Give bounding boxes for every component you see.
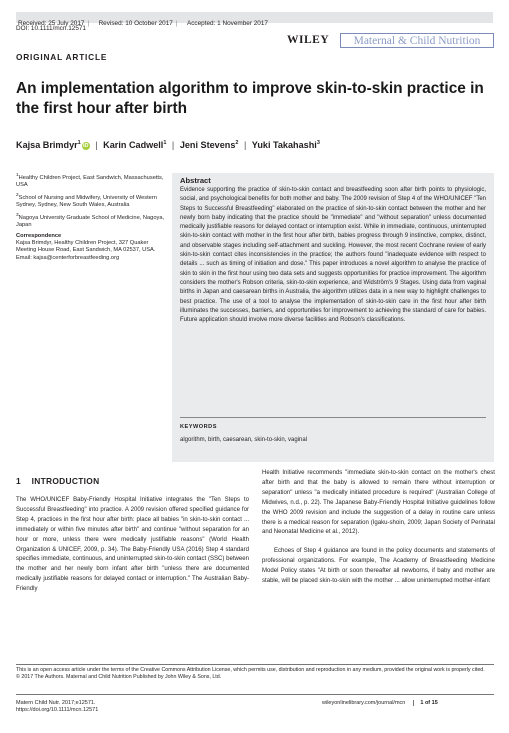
- author-name[interactable]: Kajsa Brimdyr: [16, 140, 78, 151]
- doi[interactable]: DOI: 10.1111/mcn.12571: [16, 25, 86, 32]
- author-name[interactable]: Karin Cadwell: [103, 140, 164, 151]
- abstract-text: Evidence supporting the practice of skin-to-skin contact and breastfeeding soon after birth points to physiologic, social, and psychological benefits for both mother and baby. The 2009 revision of Step 4 of the WHO/UNICEF "Ten Steps to Successful Breastfeeding" elaborated on the practice of skin-to-skin contact between the mother and her newly born baby indicating that the practice should be "immediate" and "without separation" unless documented medically justifiable reasons for delayed contact or interruption exist. While in immediate, continuous, uninterrupted skin-to-skin contact with mother in the first hour after birth, babies progress through 9 instinctive, complex, distinct, and observable stages including self-attachment and suckling. However, the most recent Cochrane review of early skin-to-skin contact cites inconsistencies in the practice; the authors found "inadequate evidence with respect to details ... such as timing of initiation and dose." This paper introduces a novel algorithm to analyse the practice of skin to skin in the first hour using two data sets and suggests opportunities for practice improvement. The algorithm considers the mother's Robson criteria, skin-to-skin experience, and Widström's 9 Stages. Using data from vaginal births in Japan and caesarean births in Australia, the algorithm utilizes data in a new way to highlight challenges to best practice. The use of a tool to analyse the implementation of skin-to-skin care in the first hour after birth illuminates the successes, barriers, and opportunities for improvement to achieving the standard of care for babies. Future application should involve more diverse facilities and Robson's classifications.: [180, 187, 486, 324]
- copyright-text: © 2017 The Authors. Maternal and Child Nutrition Published by John Wiley & Sons, Ltd.: [16, 674, 222, 681]
- body-column-left: [16, 496, 249, 595]
- correspondence-email[interactable]: Email: kajsa@centerforbreastfeeding.org: [16, 254, 120, 261]
- received-date: Received: 25 July 2017: [18, 20, 85, 27]
- author-affiliation: 1: [163, 140, 167, 146]
- abstract-heading: Abstract: [180, 176, 211, 185]
- publisher-logo: WILEY: [287, 34, 330, 46]
- article-type: ORIGINAL ARTICLE: [16, 52, 108, 62]
- journal-name: Maternal & Child Nutrition: [340, 33, 494, 48]
- doi-link[interactable]: https://doi.org/10.1111/mcn.12571: [16, 707, 99, 714]
- footer-divider: [16, 694, 494, 695]
- accepted-date: Accepted: 1 November 2017: [186, 20, 268, 27]
- author-name[interactable]: Jeni Stevens: [179, 140, 236, 151]
- license-footnote: [16, 667, 494, 682]
- keywords-divider: [180, 417, 486, 418]
- affiliation-item: $^2$School of Nursing and Midwifery, University of Western Sydney, Sydney, New South Wales, Australia: [16, 193, 157, 209]
- footnote-divider: [16, 664, 494, 665]
- license-text: This is an open access article under the terms of the Creative Commons Attribution License, which permits use, distribution and reproduction in any medium, provided the original work is properly cited.: [16, 667, 485, 673]
- section-heading: [16, 476, 99, 486]
- article-title: An implementation algorithm to improve skin-to-skin practice in the first hour after birth: [16, 80, 484, 117]
- correspondence-address: Kajsa Brimdyr, Healthy Children Project, 327 Quaker Meeting House Road, East Sandwich, MA 02537, USA.: [16, 239, 156, 254]
- keywords: algorithm, birth, caesarean, skin-to-skin, vaginal: [180, 437, 308, 443]
- page-number: 1 of 15: [413, 700, 437, 706]
- footer-right: [322, 700, 438, 706]
- author-affiliation: 2: [235, 140, 239, 146]
- paragraph: Health Initiative recommends "immediate skin-to-skin contact on the mother's chest after birth and that the baby is allowed to remain there without interruption or separation" unless "a medically initiated procedure is required" (Australian College of Midwives, n.d., p. 22). The Japanese Baby-Friendly Hospital Initiative guidelines follow the WHO 2009 revision and include the suggestion of a delay in routine care unless there is a medical reason for separation (Igaku-shoin, 2009; Japan Society of Perinatal and Neonatal Medicine et al., 2012).: [262, 470, 495, 536]
- footer-citation: [16, 700, 98, 715]
- author-list: Kajsa Brimdyr$^1$iD | Karin Cadwell$^1$ | Jeni Stevens$^2$ | Yuki Takahashi$^3$: [16, 140, 320, 151]
- section-number: 1: [16, 476, 21, 486]
- author-name[interactable]: Yuki Takahashi: [251, 140, 317, 151]
- revised-date: Revised: 10 October 2017: [98, 20, 173, 27]
- keywords-heading: KEYWORDS: [180, 424, 217, 430]
- publication-dates-bar: Received: 25 July 2017 | Revised: 10 October 2017 | Accepted: 1 November 2017: [16, 12, 493, 23]
- orcid-icon[interactable]: iD: [82, 143, 89, 150]
- paragraph: Echoes of Step 4 guidance are found in the policy documents and statements of professional organizations. For example, The Academy of Breastfeeding Medicine Model Policy states "At birth or soon thereafter all newborns, if baby and mother are stable, will be placed skin-to-skin with the mother ... allow uninterrupted mother-infant: [262, 548, 495, 585]
- author-affiliation: 1: [77, 140, 81, 146]
- affiliations: [16, 172, 166, 262]
- paragraph: The WHO/UNICEF Baby-Friendly Hospital Initiative integrates the "Ten Steps to Successful Breastfeeding" into practice. A 2009 revision offered specified guidance for Step 4, practices in the first hour after birth: place all babies "in skin-to-skin contact ... immediately or within five minutes after birth" and continue "without separation for an hour or more, unless there were medically justifiable reasons" (World Health Organization & UNICEF, 2009, p. 34). The Baby-Friendly USA (2016) Step 4 standard specifies immediate, continuous, and uninterrupted skin-to-skin contact (SSC) between the mother and her newly born infant after birth "unless there are documented medically justifiable reasons for delayed contact or interruption." The Australian Baby-Friendly: [16, 497, 249, 593]
- author-affiliation: 3: [316, 140, 320, 146]
- affiliation-item: $^3$Nagoya University Graduate School of Medicine, Nagoya, Japan: [16, 213, 165, 229]
- journal-site-link[interactable]: wileyonlinelibrary.com/journal/mcn: [322, 700, 406, 706]
- affiliation-item: $^1$Healthy Children Project, East Sandwich, Massachusetts, USA: [16, 173, 164, 189]
- section-title: INTRODUCTION: [31, 476, 100, 486]
- body-column-right: [262, 469, 495, 587]
- correspondence-heading: Correspondence: [16, 232, 62, 239]
- citation: Matern Child Nutr. 2017;e12571.: [16, 700, 96, 706]
